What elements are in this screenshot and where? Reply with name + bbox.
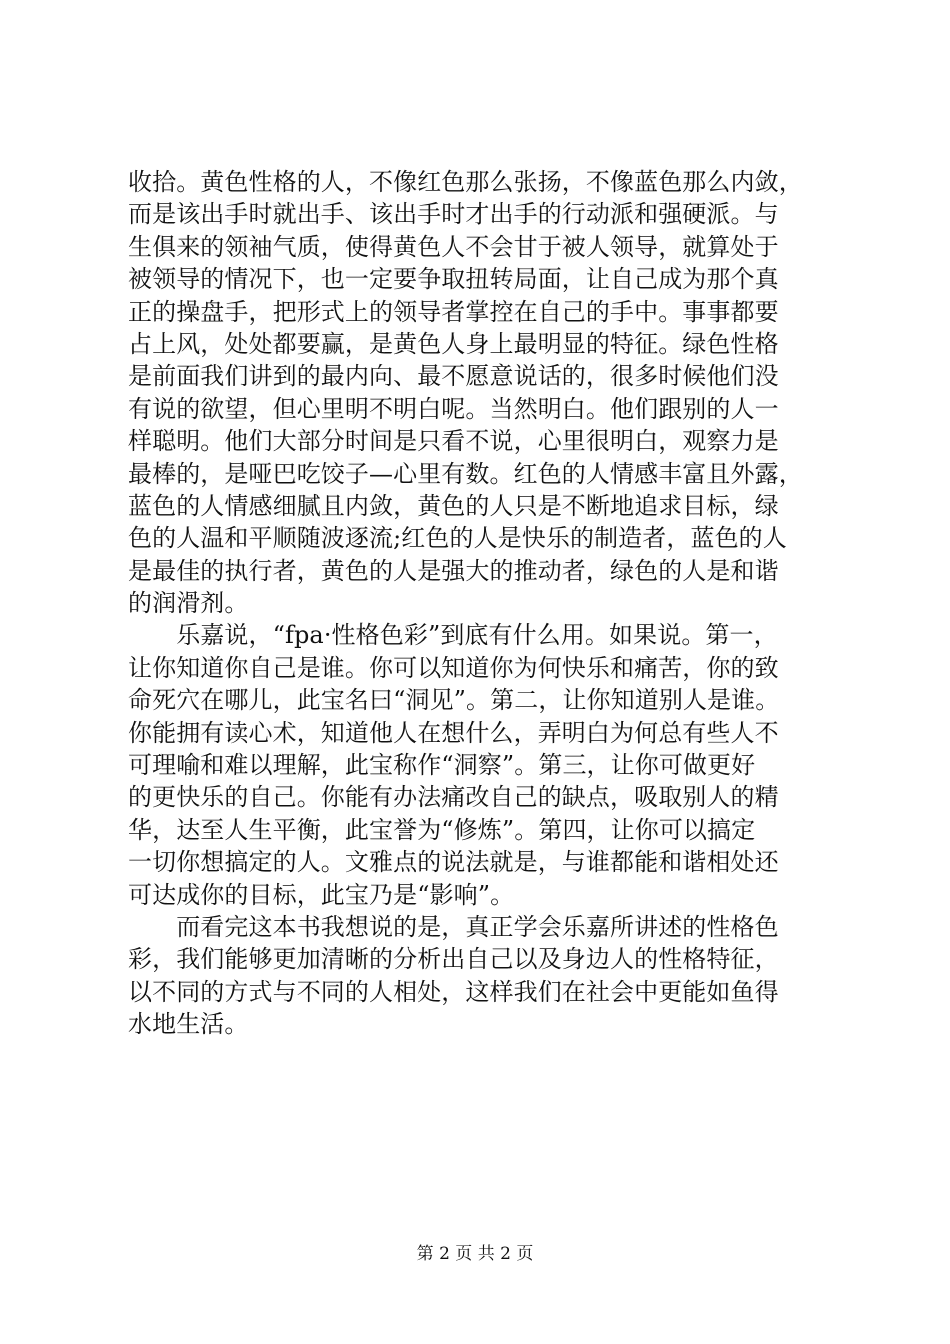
page-number: 第 2 页 共 2 页	[416, 1244, 534, 1264]
text-line: 可理喻和难以理解，此宝称作“洞察”。第三，让你可做更好	[128, 751, 756, 780]
text-line: 你能拥有读心术，知道他人在想什么，弄明白为何总有些人不	[128, 718, 779, 747]
text-line: 的润滑剂。	[128, 589, 249, 618]
text-line: 是前面我们讲到的最内向、最不愿意说话的，很多时候他们没	[128, 362, 779, 391]
text-line: 彩，我们能够更加清晰的分析出自己以及身边人的性格特征，	[128, 945, 779, 974]
text-line: 而看完这本书我想说的是，真正学会乐嘉所讲述的性格色	[128, 912, 779, 941]
text-line: 正的操盘手，把形式上的领导者掌控在自己的手中。事事都要	[128, 297, 779, 326]
text-line: 华，达至人生平衡，此宝誉为“修炼”。第四，让你可以搞定	[128, 815, 756, 844]
text-line: 的更快乐的自己。你能有办法痛改自己的缺点，吸取别人的精	[128, 783, 779, 812]
text-line: 命死穴在哪儿，此宝名曰“洞见”。第二，让你知道别人是谁。	[128, 686, 780, 715]
text-line: 水地生活。	[128, 1010, 249, 1039]
text-line: 以不同的方式与不同的人相处，这样我们在社会中更能如鱼得	[128, 977, 779, 1006]
text-line: 最棒的，是哑巴吃饺子—心里有数。红色的人情感丰富且外露，	[128, 459, 803, 488]
text-line: 一切你想搞定的人。文雅点的说法就是，与谁都能和谐相处还	[128, 848, 779, 877]
body-text	[128, 166, 836, 1041]
text-line: 被领导的情况下，也一定要争取扭转局面，让自己成为那个真	[128, 265, 779, 294]
text-line: 收拾。黄色性格的人，不像红色那么张扬，不像蓝色那么内敛，	[128, 168, 803, 196]
text-line: 有说的欲望，但心里明不明白呢。当然明白。他们跟别的人一	[128, 394, 779, 423]
text-line: 样聪明。他们大部分时间是只看不说，心里很明白，观察力是	[128, 427, 779, 456]
text-line: 蓝色的人情感细腻且内敛，黄色的人只是不断地追求目标，绿	[128, 491, 779, 520]
text-line: 生俱来的领袖气质，使得黄色人不会甘于被人领导，就算处于	[128, 232, 779, 261]
text-line: 乐嘉说，“fpa·性格色彩”到底有什么用。如果说。第一，	[128, 621, 778, 650]
text-line: 可达成你的目标，此宝乃是“影响”。	[128, 880, 515, 909]
page-footer	[0, 1243, 950, 1265]
text-line: 让你知道你自己是谁。你可以知道你为何快乐和痛苦，你的致	[128, 653, 779, 682]
text-line: 而是该出手时就出手、该出手时才出手的行动派和强硬派。与	[128, 200, 779, 229]
text-line: 是最佳的执行者，黄色的人是强大的推动者，绿色的人是和谐	[128, 556, 779, 585]
text-line: 占上风，处处都要赢，是黄色人身上最明显的特征。绿色性格	[128, 329, 779, 358]
text-line: 色的人温和平顺随波逐流;红色的人是快乐的制造者，蓝色的人	[128, 524, 787, 553]
